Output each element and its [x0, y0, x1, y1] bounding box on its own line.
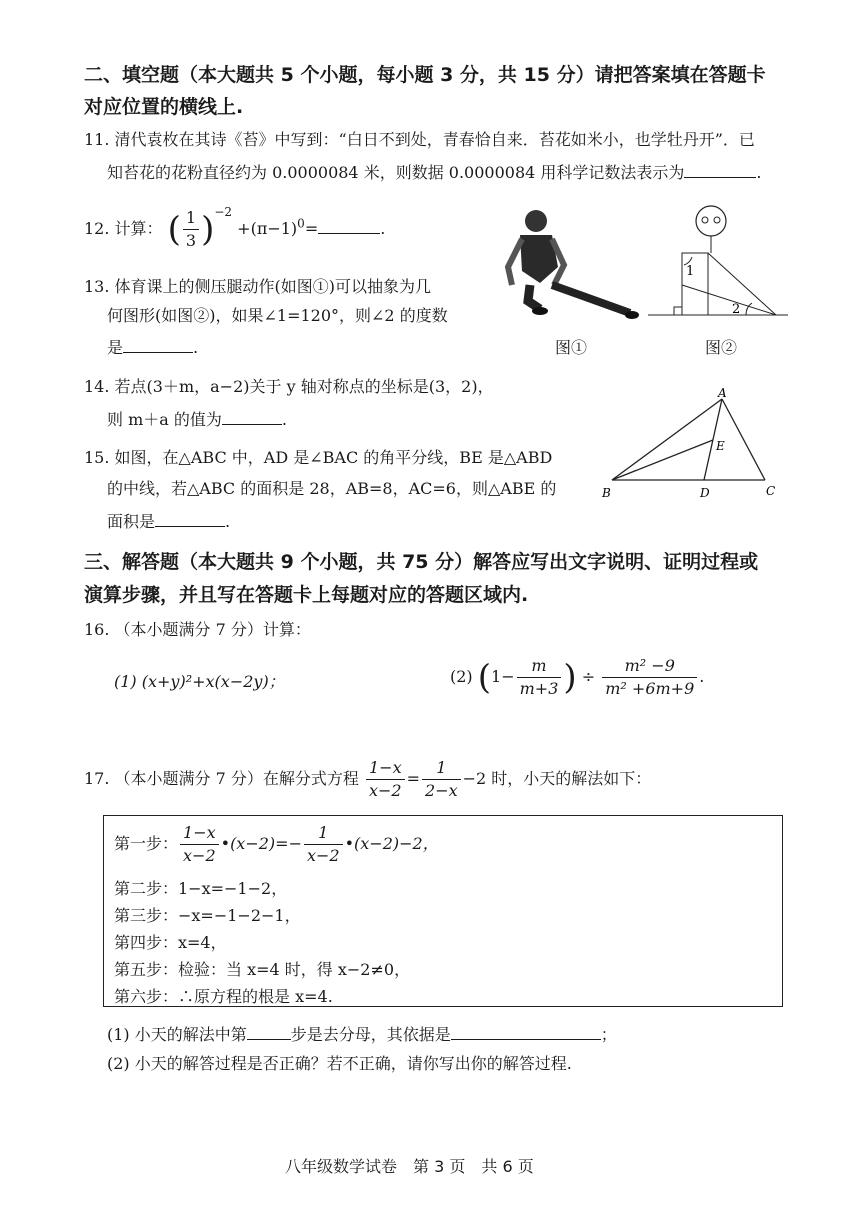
person-head	[525, 210, 547, 232]
question-number: 14.	[84, 377, 110, 396]
question-number: 12.	[84, 219, 110, 238]
question-number: 17.	[84, 769, 110, 788]
solution-step-2: 第二步：1−x=−1−2，	[114, 879, 288, 898]
vertex-a-label: A	[718, 386, 727, 400]
question-11-line2: 知苔花的花粉直径约为 0.0000084 米，则数据 0.0000084 用科学记数法表示为 .	[107, 163, 762, 182]
question-number: 16.	[84, 620, 110, 639]
question-11	[84, 130, 755, 150]
triangle-abc-figure	[600, 385, 790, 505]
question-number: 15.	[84, 448, 110, 467]
answer-blank[interactable]	[247, 1039, 291, 1040]
section-2-title-line2: 对应位置的横线上.	[84, 96, 244, 118]
question-17: 17. （本小题满分 7 分）在解分式方程 $\frac{1-x}{x-2}$ = $\frac{1}{2-x}$ −2 时，小天的解法如下：	[84, 758, 652, 800]
question-12: 12. 计算： ( $\frac{1}{3}$ )$^{-2} +(\pi-1)^0=$ .	[84, 204, 386, 250]
angle-2-label: 2	[732, 302, 741, 317]
question-13-line2: 何图形(如图②)，如果∠1=120°，则∠2 的度数	[107, 306, 448, 325]
vertex-c-label: C	[766, 484, 776, 498]
question-14: 14. 若点(3＋m，a−2)关于 y 轴对称点的坐标是(3，2)，	[84, 377, 494, 396]
answer-blank[interactable]	[318, 233, 380, 234]
question-14-line2: 则 m＋a 的值为 .	[107, 410, 287, 429]
vertex-b-label: B	[602, 486, 611, 500]
answer-blank[interactable]	[684, 177, 756, 178]
section-3-title: 三、解答题（本大题共 9 个小题，共 75 分）解答应写出文字说明、证明过程或	[84, 551, 759, 573]
figure-2-caption: 图②	[705, 338, 738, 357]
solution-step-5: 第五步：检验：当 x=4 时，得 x−2≠0，	[114, 960, 411, 979]
question-16: 16. （本小题满分 7 分）计算：	[84, 620, 311, 639]
answer-blank[interactable]	[451, 1039, 601, 1040]
question-17-sub-1: (1) 小天的解法中第 步是去分母，其依据是 ；	[107, 1025, 617, 1044]
question-16-part-2: (2) (1− $\frac{m}{m+3}$ ) ÷ $\frac{\text{m² −9}}{\text{m² +6m+9}}$ .	[450, 656, 705, 698]
question-15-line3: 面积是 .	[107, 512, 231, 531]
figure-1-person-stretching	[500, 205, 645, 325]
question-17-sub-2: (2) 小天的解答过程是否正确？若不正确，请你写出你的解答过程.	[107, 1054, 572, 1073]
answer-blank[interactable]	[123, 352, 193, 353]
solution-step-1: 第一步： $\frac{1-x}{x-2}$ •(x−2)=− $\frac{1}{x-2}$ •(x−2)−2，	[114, 823, 439, 865]
solution-box	[103, 815, 783, 1007]
question-11-line1: 清代袁枚在其诗《苔》中写到：“白日不到处，青春恰自来．苔花如米小，也学牡丹开”．已	[114, 130, 755, 149]
question-13-line3: 是 .	[107, 338, 199, 357]
point-e-label: E	[716, 439, 725, 453]
answer-blank[interactable]	[155, 526, 225, 527]
question-number: 13.	[84, 277, 110, 296]
section-3-title-line2: 演算步骤，并且写在答题卡上每题对应的答题区域内.	[84, 584, 529, 606]
question-16-part-1: (1) (x+y)²+x(x−2y)；	[114, 672, 285, 691]
question-15: 15. 如图，在△ABC 中，AD 是∠BAC 的角平分线，BE 是△ABD	[84, 448, 553, 467]
figure-1-caption: 图①	[555, 338, 588, 357]
solution-step-6: 第六步：∴原方程的根是 x=4.	[114, 987, 333, 1006]
figure-2-geometry	[648, 203, 788, 323]
question-number: 11.	[84, 130, 110, 149]
question-13: 13. 体育课上的侧压腿动作(如图①)可以抽象为几	[84, 277, 432, 296]
solution-step-3: 第三步：−x=−1−2−1，	[114, 906, 301, 925]
answer-blank[interactable]	[222, 424, 282, 425]
fraction-one-third: $\frac{1}{3}$	[183, 207, 199, 252]
point-d-label: D	[700, 486, 710, 500]
solution-step-4: 第四步：x=4，	[114, 933, 227, 952]
section-2-title: 二、填空题（本大题共 5 个小题，每小题 3 分，共 15 分）请把答案填在答题卡	[84, 64, 766, 86]
page-footer: 八年级数学试卷 第 3 页 共 6 页	[285, 1157, 534, 1176]
question-15-line2: 的中线，若△ABC 的面积是 28，AB=8，AC=6，则△ABE 的	[107, 479, 557, 498]
angle-1-label: 1	[686, 264, 695, 279]
